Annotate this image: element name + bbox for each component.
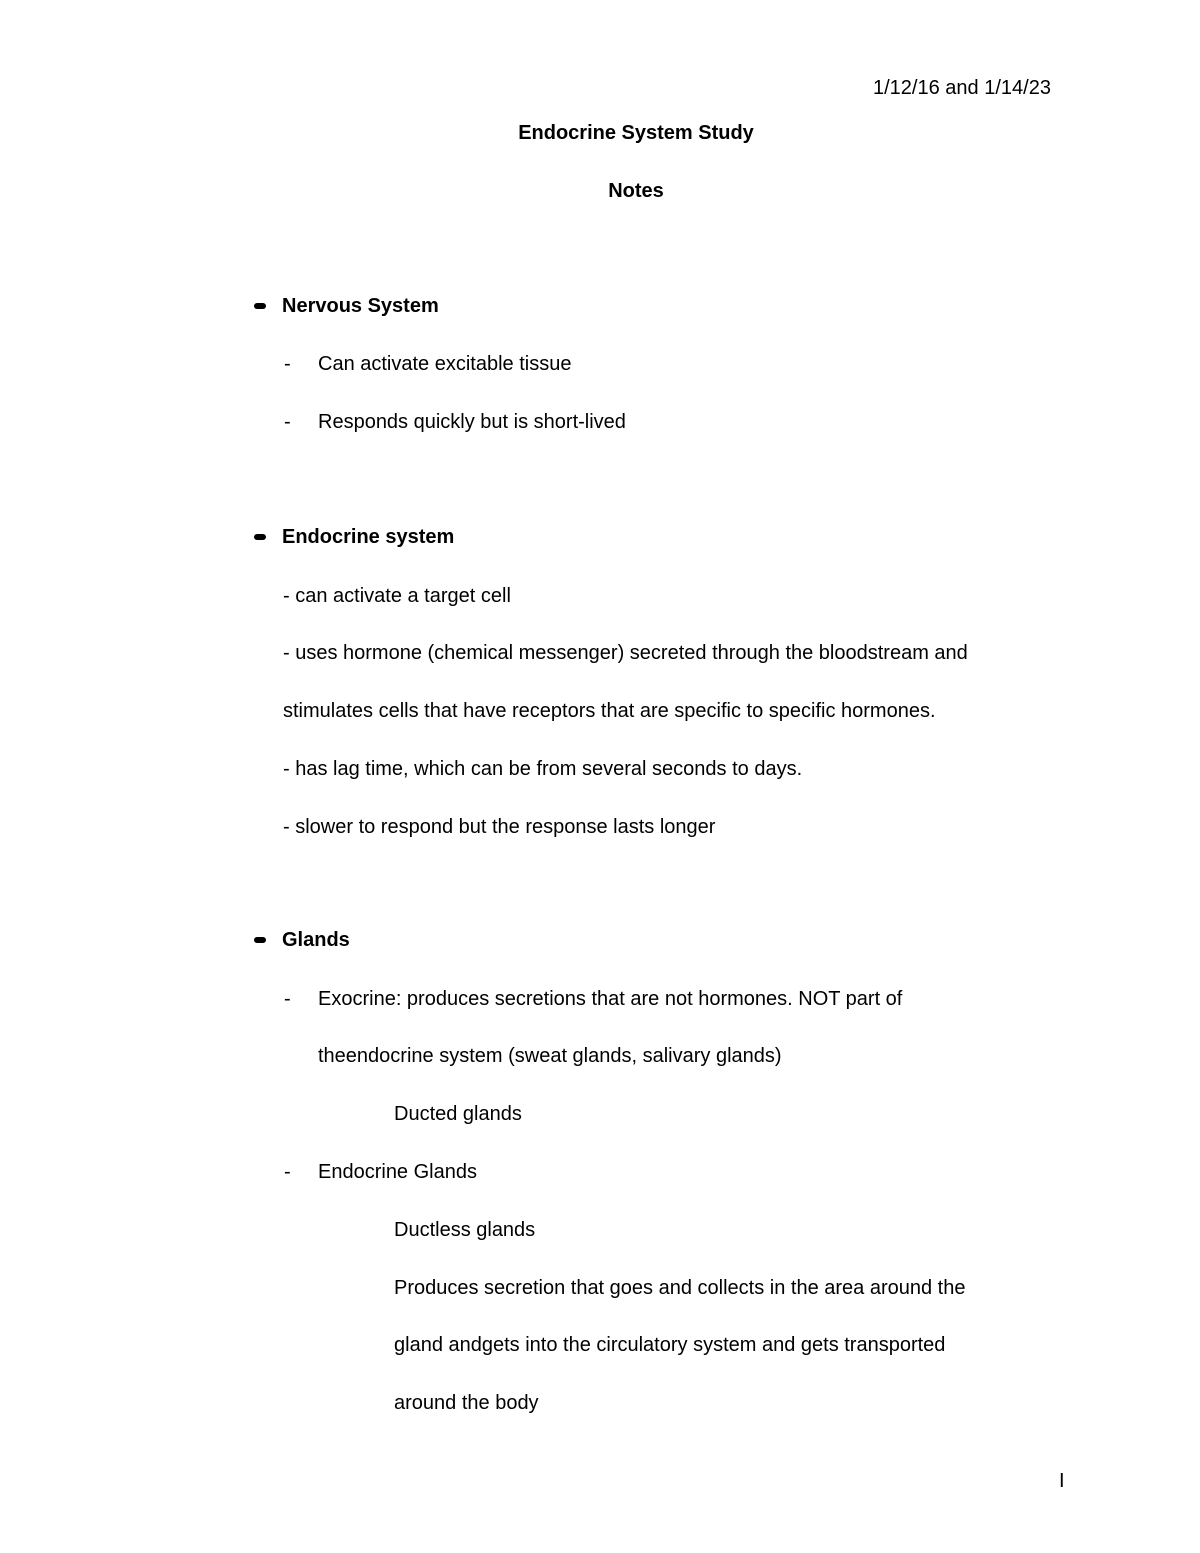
- header-date: 1/12/16 and 1/14/23: [873, 77, 1051, 99]
- sub-item: Ducted glands: [394, 1103, 522, 1125]
- text-line: stimulates cells that have receptors that are specific to specific hormones.: [283, 700, 936, 722]
- bullet-icon: [254, 937, 266, 943]
- bullet-icon: [254, 534, 266, 540]
- list-item: Endocrine Glands: [318, 1161, 477, 1183]
- page-subtitle: Notes: [608, 180, 664, 202]
- list-dash: -: [284, 1161, 291, 1183]
- list-dash: -: [284, 988, 291, 1010]
- sub-item: Ductless glands: [394, 1219, 536, 1241]
- sub-item-continuation: around the body: [394, 1392, 539, 1414]
- sub-item: Produces secretion that goes and collects in the area around the: [394, 1277, 966, 1299]
- section-heading: Endocrine system: [282, 526, 455, 548]
- text-line: - has lag time, which can be from several seconds to days.: [283, 758, 803, 780]
- bullet-icon: [254, 303, 266, 309]
- sub-item-continuation: gland andgets into the circulatory system and gets transported: [394, 1334, 946, 1356]
- text-line: - uses hormone (chemical messenger) secreted through the bloodstream and: [283, 642, 968, 664]
- page-number: I: [1059, 1470, 1065, 1492]
- list-item-continuation: theendocrine system (sweat glands, salivary glands): [318, 1045, 782, 1067]
- section-heading: Glands: [282, 929, 350, 951]
- list-dash: -: [284, 353, 291, 375]
- list-item: Exocrine: produces secretions that are not hormones. NOT part of: [318, 988, 903, 1010]
- text-line: - slower to respond but the response lasts longer: [283, 816, 716, 838]
- list-dash: -: [284, 411, 291, 433]
- list-item: Responds quickly but is short-lived: [318, 411, 626, 433]
- section-heading: Nervous System: [282, 295, 439, 317]
- text-line: - can activate a target cell: [283, 585, 511, 607]
- page-title: Endocrine System Study: [518, 122, 754, 144]
- list-item: Can activate excitable tissue: [318, 353, 572, 375]
